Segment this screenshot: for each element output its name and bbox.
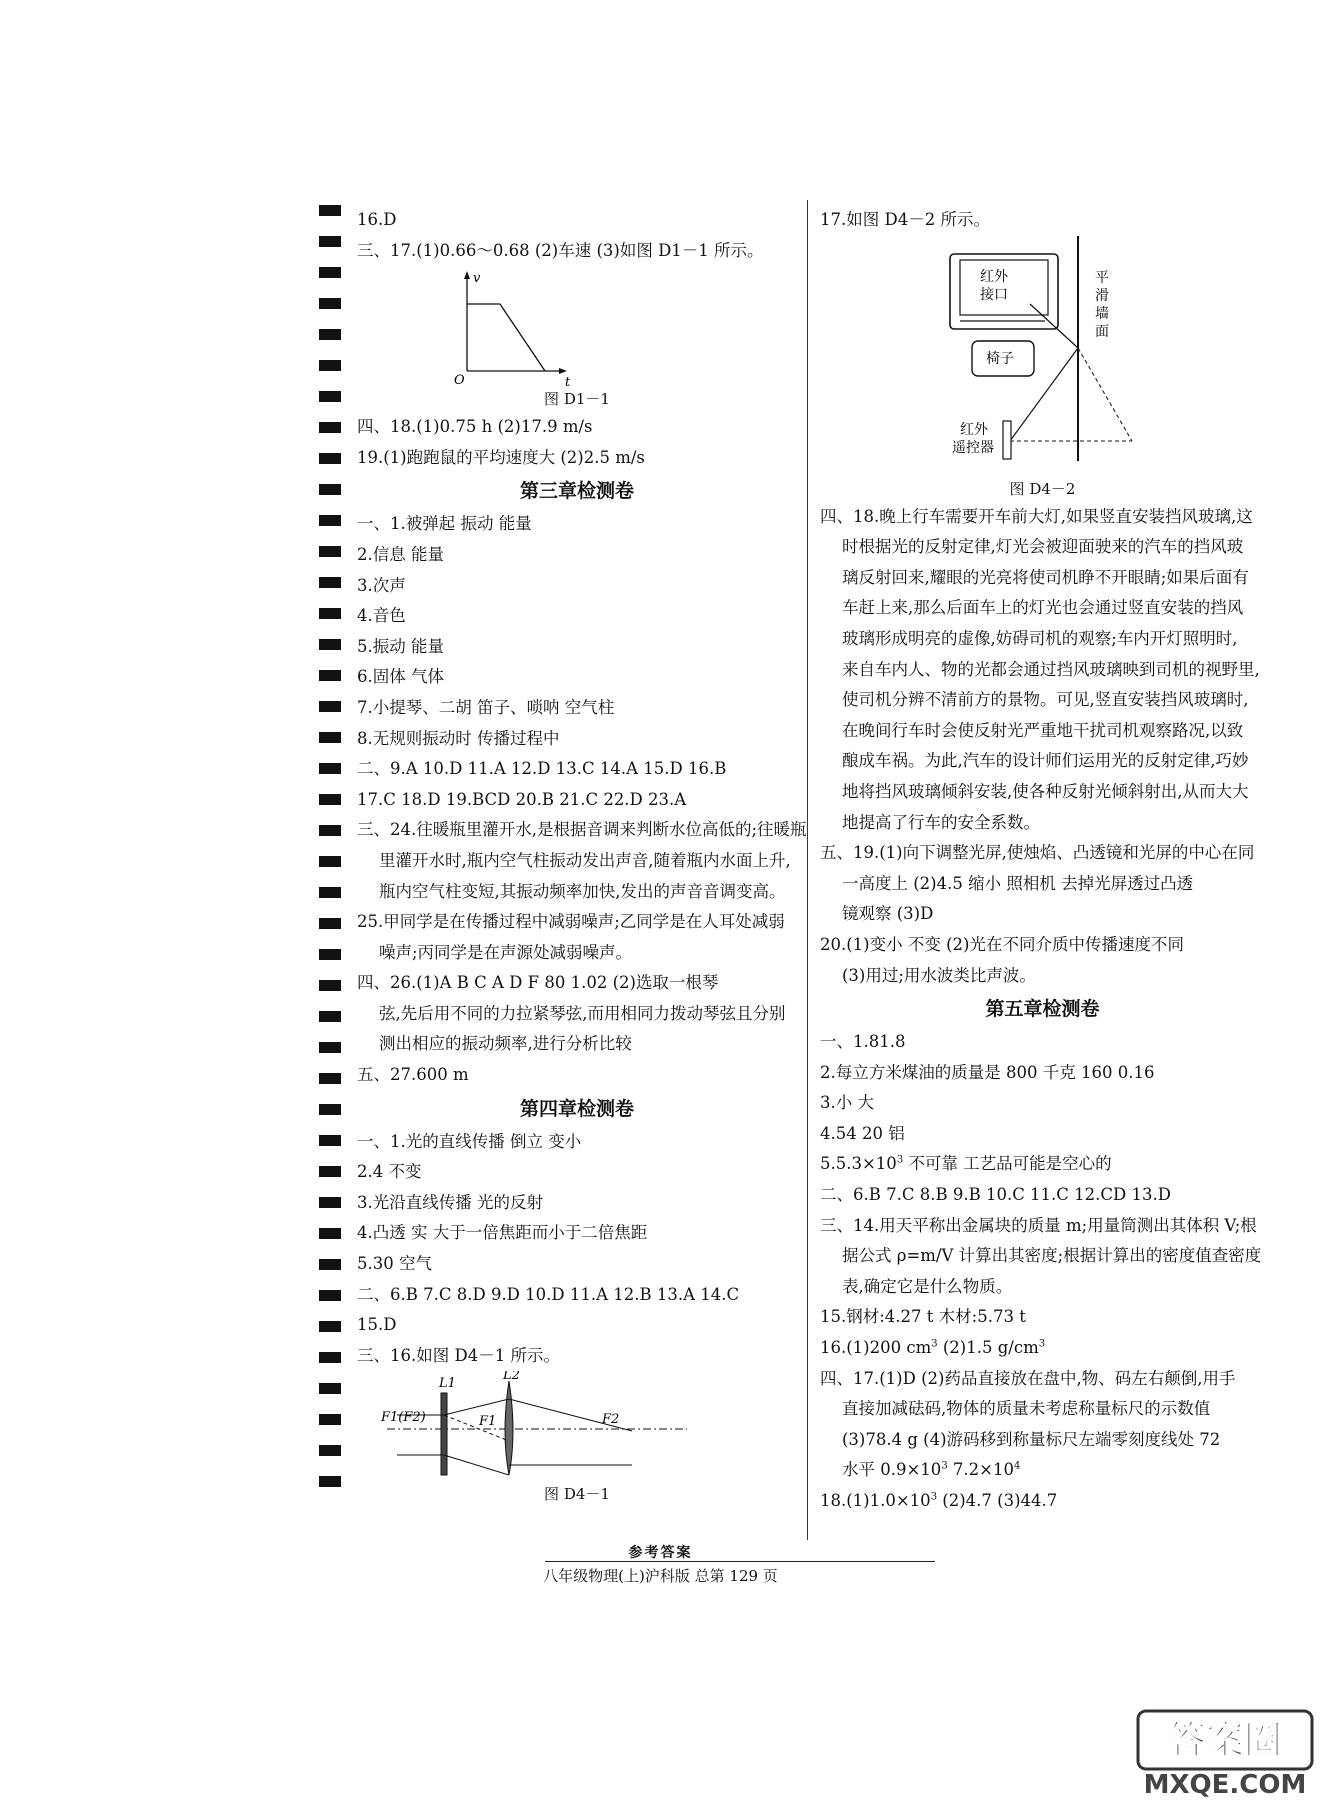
margin-mark — [319, 918, 341, 929]
margin-marks — [319, 205, 341, 1507]
text-run: 水平 0.9×10 — [842, 1460, 942, 1480]
answer-line: 17.C 18.D 19.BCD 20.B 21.C 22.D 23.A — [357, 789, 687, 809]
chapter-heading: 第四章检测卷 — [519, 1097, 634, 1120]
footer-page-info: 八年级物理(上)沪科版 总第 129 页 — [543, 1567, 778, 1585]
margin-mark — [319, 763, 341, 774]
text-run: (2)4.7 (3)44.7 — [937, 1491, 1058, 1510]
answer-paragraph — [820, 838, 1265, 930]
answer-line: 15.D — [357, 1315, 397, 1335]
margin-mark — [319, 1104, 341, 1115]
wall-label: 平 — [1095, 269, 1109, 286]
wall-label: 面 — [1095, 323, 1109, 340]
margin-mark — [319, 360, 341, 371]
margin-mark — [319, 515, 341, 526]
superscript: 3 — [896, 1154, 904, 1166]
focus-f1-label: F1 — [479, 1414, 497, 1430]
superscript: 3 — [930, 1491, 938, 1503]
answer-line: 璃反射回来,耀眼的光亮将使司机睁不开眼睛;如果后面有 — [842, 567, 1249, 587]
answer-line: 四、26.(1)A B C A D F 80 1.02 (2)选取一根琴 — [357, 973, 719, 993]
margin-mark — [319, 1383, 341, 1394]
superscript: 4 — [1014, 1460, 1021, 1472]
answer-line: 三、24.往暖瓶里灌开水,是根据音调来判断水位高低的;往暖瓶 — [357, 820, 807, 840]
margin-mark — [319, 1073, 341, 1084]
answer-line: 据公式 ρ=m/V 计算出其密度;根据计算出的密度值查密度 — [842, 1246, 1262, 1266]
chapter-heading: 第三章检测卷 — [519, 480, 634, 503]
margin-mark — [319, 856, 341, 867]
figure-caption: 图 D4－2 — [1009, 479, 1076, 498]
answer-line: 二、6.B 7.C 8.B 9.B 10.C 11.C 12.CD 13.D — [820, 1185, 1171, 1205]
margin-mark — [319, 1011, 341, 1022]
answer-line: 四、17.(1)D (2)药品直接放在盘中,物、码左右颠倒,用手 — [820, 1368, 1236, 1388]
margin-mark — [319, 732, 341, 743]
watermark-bottom-text: MXQE.COM — [1143, 1770, 1307, 1800]
margin-mark — [319, 329, 341, 340]
wall-label: 滑 — [1095, 287, 1109, 304]
answer-line: 时根据光的反射定律,灯光会被迎面驶来的汽车的挡风玻 — [842, 537, 1244, 557]
lens-ray-diagram — [357, 1371, 797, 1481]
answer-paragraph — [820, 502, 1265, 839]
margin-mark — [319, 298, 341, 309]
footer-rule — [545, 1561, 935, 1562]
margin-mark — [319, 639, 341, 650]
margin-mark — [319, 1321, 341, 1332]
answer-line: 2.4 不变 — [357, 1162, 422, 1182]
lens-l2-label: L2 — [503, 1371, 520, 1384]
answer-line: 7.小提琴、二胡 笛子、唢呐 空气柱 — [357, 697, 615, 717]
text-run: 7.2×10 — [947, 1460, 1014, 1480]
answer-line: 3.光沿直线传播 光的反射 — [357, 1192, 543, 1212]
answer-line: 四、18.(1)0.75 h (2)17.9 m/s — [357, 417, 593, 437]
answer-line: 2.信息 能量 — [357, 544, 444, 564]
margin-mark — [319, 1135, 341, 1146]
answer-line: 车赶上来,那么后面车上的灯光也会通过竖直安装的挡风 — [842, 598, 1244, 618]
answer-line: 一、1.被弹起 振动 能量 — [357, 514, 532, 534]
superscript: 3 — [941, 1460, 948, 1472]
answer-line: 瓶内空气柱变短,其振动频率加快,发出的声音音调变高。 — [379, 881, 786, 901]
margin-mark — [319, 670, 341, 681]
answer-line: 来自车内人、物的光都会通过挡风玻璃映到司机的视野里, — [842, 659, 1260, 679]
answer-line: 一、1.光的直线传播 倒立 变小 — [357, 1131, 582, 1151]
axis-t-label: t — [565, 375, 571, 387]
wall-label: 墙 — [1095, 305, 1109, 322]
answer-line: 17.如图 D4－2 所示。 — [820, 210, 990, 229]
margin-mark — [319, 608, 341, 619]
margin-mark — [319, 1042, 341, 1053]
answer-line: 8.无规则振动时 传播过程中 — [357, 728, 560, 748]
margin-mark — [319, 577, 341, 588]
answer-line: 里灌开水时,瓶内空气柱振动发出声音,随着瓶内水面上升, — [379, 850, 791, 870]
margin-mark — [319, 453, 341, 464]
answer-line: (3)78.4 g (4)游码移到称量标尺左端零刻度线处 72 — [842, 1429, 1221, 1449]
answer-line: 三、17.(1)0.66～0.68 (2)车速 (3)如图 D1－1 所示。 — [357, 240, 764, 260]
answer-line: 噪声;丙同学是在声源处减弱噪声。 — [379, 942, 633, 962]
answer-line: 16.D — [357, 210, 397, 229]
margin-mark — [319, 1166, 341, 1177]
velocity-time-graph — [357, 266, 797, 386]
answer-line: 25.甲同学是在传播过程中减弱噪声;乙同学是在人耳处减弱 — [357, 912, 785, 932]
lens-l1-label: L1 — [439, 1376, 456, 1392]
margin-mark — [319, 236, 341, 247]
answer-line: 6.固体 气体 — [357, 667, 444, 687]
margin-mark — [319, 701, 341, 712]
margin-mark — [319, 1414, 341, 1425]
answer-line: 4.凸透 实 大于一倍焦距而小于二倍焦距 — [357, 1223, 648, 1243]
site-watermark-logo — [1130, 1705, 1320, 1800]
answer-line: 玻璃形成明亮的虚像,妨碍司机的观察;车内开灯照明时, — [842, 628, 1238, 648]
answer-line: (3)用过;用水波类比声波。 — [842, 965, 1036, 985]
margin-mark — [319, 484, 341, 495]
infrared-remote-diagram — [820, 236, 1265, 476]
superscript: 3 — [1038, 1338, 1046, 1350]
text-run: 不可靠 工艺品可能是空心的 — [903, 1154, 1112, 1174]
margin-mark — [319, 1290, 341, 1301]
margin-mark — [319, 546, 341, 557]
answer-line: 5.30 空气 — [357, 1254, 432, 1274]
text-run: 5.5.3×10 — [820, 1154, 897, 1174]
origin-label: O — [454, 373, 465, 387]
answer-line: 在晚间行车时会使反射光严重地干扰司机观察路况,以致 — [842, 720, 1244, 740]
margin-mark — [319, 1259, 341, 1270]
margin-mark — [319, 825, 341, 836]
answer-line: 地将挡风玻璃倾斜安装,使各种反射光倾斜射出,从而大大 — [842, 781, 1249, 801]
margin-mark — [319, 1228, 341, 1239]
margin-mark — [319, 1476, 341, 1487]
answer-line: 使司机分辨不清前方的景物。可见,竖直安装挡风玻璃时, — [842, 690, 1249, 710]
text-run: 16.(1)200 cm — [820, 1338, 932, 1358]
answer-line: 地提高了行车的安全系数。 — [842, 812, 1040, 832]
right-column — [820, 205, 1265, 1517]
footer-title: 参考答案 — [628, 1545, 693, 1561]
answer-line: 5.振动 能量 — [357, 636, 444, 656]
margin-mark — [319, 887, 341, 898]
answer-line: 3.次声 — [357, 575, 406, 595]
answer-line: 二、9.A 10.D 11.A 12.D 13.C 14.A 15.D 16.B — [357, 759, 727, 779]
answer-line — [820, 1486, 1265, 1517]
column-divider — [807, 200, 808, 1540]
answer-line: 镜观察 (3)D — [842, 904, 934, 924]
answer-line: 4.音色 — [357, 606, 406, 626]
answer-line: 二、6.B 7.C 8.D 9.D 10.D 11.A 12.B 13.A 14.C — [357, 1284, 740, 1304]
axis-v-label: v — [473, 271, 481, 287]
tv-label: 接口 — [980, 286, 1008, 303]
tv-label: 红外 — [980, 268, 1008, 285]
figure-caption: 图 D4－1 — [544, 1485, 610, 1504]
answer-line: 20.(1)变小 不变 (2)光在不同介质中传播速度不同 — [820, 934, 1184, 954]
margin-mark — [319, 794, 341, 805]
focus-f2-label: F2 — [602, 1412, 620, 1428]
answer-line: 酿成车祸。为此,汽车的设计师们运用光的反射定律,巧妙 — [842, 751, 1249, 771]
text-run: (2)1.5 g/cm — [937, 1338, 1039, 1358]
chair-label: 椅子 — [986, 350, 1014, 367]
answer-line: 三、16.如图 D4－1 所示。 — [357, 1345, 560, 1365]
answer-line: 五、19.(1)向下调整光屏,使烛焰、凸透镜和光屏的中心在同 — [820, 843, 1255, 863]
focus-f1f2-label: F1(F2) — [381, 1410, 426, 1426]
figure-d4-1 — [357, 1371, 797, 1481]
text-run: 18.(1)1.0×10 — [820, 1491, 931, 1510]
chapter-heading: 第五章检测卷 — [985, 998, 1100, 1021]
margin-mark — [319, 422, 341, 433]
margin-mark — [319, 949, 341, 960]
watermark-top-text: 答案圈 — [1167, 1718, 1283, 1762]
figure-d4-2 — [820, 236, 1265, 476]
superscript: 3 — [931, 1338, 938, 1350]
answer-line: 三、14.用天平称出金属块的质量 m;用量筒测出其体积 V;根 — [820, 1215, 1257, 1235]
figure-caption: 图 D1－1 — [544, 390, 610, 409]
answer-line: 2.每立方米煤油的质量是 800 千克 160 0.16 — [820, 1062, 1155, 1082]
answer-line — [820, 1149, 1265, 1180]
answer-line: 直接加减砝码,物体的质量未考虑称量标尺的示数值 — [842, 1399, 1211, 1419]
margin-mark — [319, 980, 341, 991]
answer-line: 一、1.81.8 — [820, 1032, 906, 1052]
answer-line: 3.小 大 — [820, 1093, 874, 1113]
margin-mark — [319, 205, 341, 216]
margin-mark — [319, 1445, 341, 1456]
answer-line: 一高度上 (2)4.5 缩小 照相机 去掉光屏透过凸透 — [842, 873, 1194, 893]
answer-line: 弦,先后用不同的力拉紧琴弦,而用相同力拨动琴弦且分别 — [379, 1003, 786, 1023]
figure-d1-1 — [357, 266, 797, 386]
answer-line: 四、18.晚上行车需要开车前大灯,如果竖直安装挡风玻璃,这 — [820, 506, 1253, 526]
answer-line: 测出相应的振动频率,进行分析比较 — [379, 1034, 632, 1054]
answer-paragraph — [820, 930, 1265, 991]
answer-line — [820, 1455, 1265, 1486]
answer-line: 五、27.600 m — [357, 1065, 469, 1085]
answer-line: 表,确定它是什么物质。 — [842, 1276, 1013, 1296]
answer-line: 19.(1)跑跑鼠的平均速度大 (2)2.5 m/s — [357, 447, 645, 467]
margin-mark — [319, 1352, 341, 1363]
margin-mark — [319, 391, 341, 402]
margin-mark — [319, 1197, 341, 1208]
left-column — [357, 205, 807, 1507]
answer-line: 4.54 20 铝 — [820, 1123, 905, 1143]
margin-mark — [319, 267, 341, 278]
answer-line — [820, 1333, 1265, 1364]
remote-label: 红外 — [960, 421, 988, 438]
answer-line: 15.钢材:4.27 t 木材:5.73 t — [820, 1307, 1026, 1327]
remote-label: 遥控器 — [952, 439, 994, 456]
